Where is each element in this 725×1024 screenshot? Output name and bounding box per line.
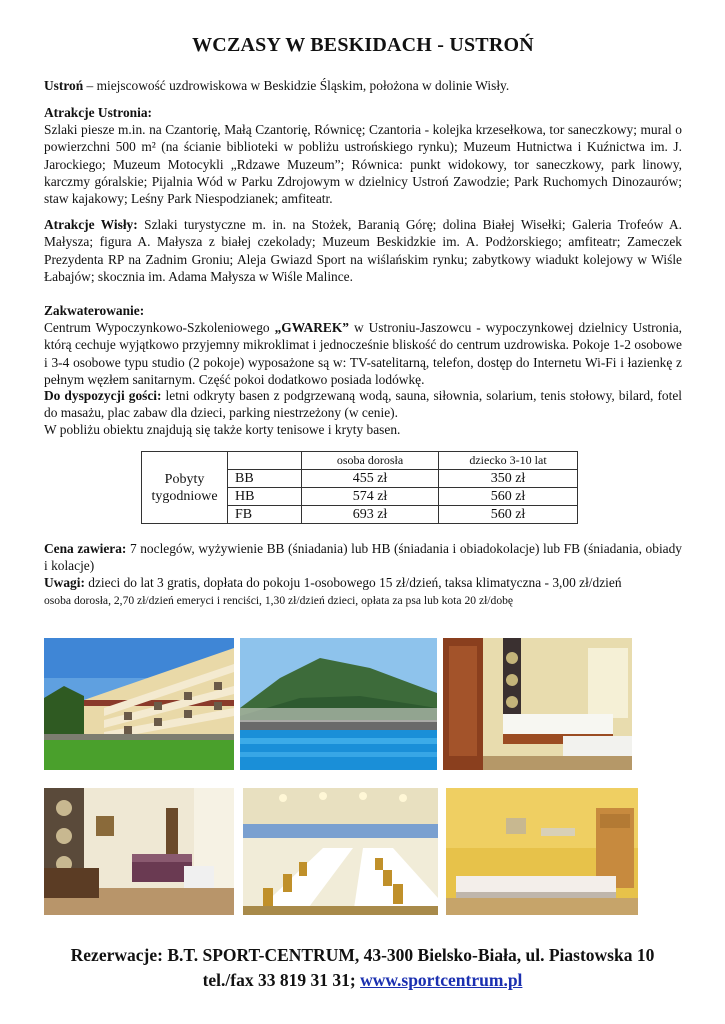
adult-column-header: osoba dorosła bbox=[302, 452, 439, 470]
hotel-exterior-photo bbox=[44, 638, 234, 770]
phone-fax: tel./fax 33 819 31 31; bbox=[202, 970, 361, 990]
wisla-attractions-paragraph bbox=[44, 216, 682, 285]
page-title: WCZASY W BESKIDACH - USTROŃ bbox=[192, 34, 534, 56]
studio-room-photo bbox=[44, 788, 234, 915]
price-includes-text: 7 noclegów, wyżywienie BB (śniadania) lub HB (śniadania i obiadokolacje) lub FB (śniadania, obiady i kolacje) bbox=[44, 541, 682, 574]
adult-price: 455 zł bbox=[302, 470, 439, 488]
price-includes-paragraph bbox=[44, 540, 682, 575]
accommodation-hotel-name: „GWAREK” bbox=[274, 320, 349, 335]
treatment-room-photo bbox=[446, 788, 638, 915]
accommodation-text bbox=[44, 319, 682, 388]
intro-place: Ustroń bbox=[44, 78, 84, 93]
child-column-header: dziecko 3-10 lat bbox=[439, 452, 578, 470]
contact-line bbox=[0, 970, 725, 991]
price-table bbox=[141, 451, 578, 524]
adult-price: 693 zł bbox=[302, 506, 439, 524]
stay-type-label: Pobyty tygodniowe bbox=[142, 452, 228, 524]
notes-heading: Uwagi: bbox=[44, 575, 85, 590]
plan-label: BB bbox=[228, 470, 302, 488]
child-price: 350 zł bbox=[439, 470, 578, 488]
plan-label: FB bbox=[228, 506, 302, 524]
accommodation-line-pre: Centrum Wypoczynkowo-Szkoleniowego bbox=[44, 320, 275, 335]
adult-price: 574 zł bbox=[302, 488, 439, 506]
notes-text-continued: osoba dorosła, 2,70 zł/dzień emeryci i renciści, 1,30 zł/dzień dzieci, opłata za psa lub kota 20 zł/dobę bbox=[44, 594, 514, 607]
pool-mountain-photo bbox=[240, 638, 437, 770]
wisla-attractions-heading: Atrakcje Wisły: bbox=[44, 217, 138, 232]
price-table-header-row bbox=[142, 452, 578, 470]
intro-paragraph bbox=[44, 77, 682, 94]
price-table-corner bbox=[228, 452, 302, 470]
child-price: 560 zł bbox=[439, 488, 578, 506]
price-includes-heading: Cena zawiera: bbox=[44, 541, 127, 556]
plan-label: HB bbox=[228, 488, 302, 506]
twin-bedroom-photo bbox=[443, 638, 632, 770]
reservation-line: Rezerwacje: B.T. SPORT-CENTRUM, 43-300 Bielsko-Biała, ul. Piastowska 10 bbox=[70, 945, 655, 965]
amenities-paragraph bbox=[44, 387, 682, 422]
child-price: 560 zł bbox=[439, 506, 578, 524]
intro-text: – miejscowość uzdrowiskowa w Beskidzie Śląskim, położona w dolinie Wisły. bbox=[83, 78, 510, 93]
website-link[interactable]: www.sportcentrum.pl bbox=[360, 970, 523, 990]
ustron-attractions-heading: Atrakcje Ustronia: bbox=[44, 105, 152, 120]
accommodation-heading: Zakwaterowanie: bbox=[44, 303, 145, 318]
wisla-attractions-text: Szlaki turystyczne m. in. na Stożek, Baranią Górę; dolina Białej Wisełki; Galeria Trofeów A. Małysza; figura A. Małysza z białej czekolady; Muzeum Beskidzkie im. A. Podżorskiego; amfiteatr; Zameczek Prezydenta RP na Zadnim Groniu; Aleja Gwiazd Sport na wiślańskim rynku; zabytkowy wiadukt kolejowy w Wiśle Łabajów; skocznia im. Adama Małysza w Wiśle Malince. bbox=[44, 217, 682, 284]
amenities-text: letni odkryty basen z podgrzewaną wodą, sauna, siłownia, solarium, tenis stołowy, bilard, fotel do masażu, plac zabaw dla dzieci, parking niestrzeżony (w cenie). bbox=[44, 388, 682, 421]
nearby-text: W pobliżu obiektu znajdują się także korty tenisowe i kryty basen. bbox=[44, 422, 401, 437]
notes-paragraph bbox=[44, 574, 682, 591]
accommodation-line-post: w Ustroniu-Jaszowcu - wypoczynkowej dzielnicy Ustronia, którą cechuje wyjątkowo przyjemny mikroklimat i jednocześnie bliskość do centrum uzdrowiska. Pokoje 1-2 osobowe i 3-4 osobowe typu studio (2 pokoje) wyposażone są w: TV-satelitarną, telefon, dostęp do Internetu Wi-Fi i łazienkę z pełnym węzłem sanitarnym. Część pokoi dodatkowo posiada lodówkę. bbox=[44, 320, 682, 387]
ustron-attractions-text: Szlaki piesze m.in. na Czantorię, Małą Czantorię, Równicę; Czantoria - kolejka krzesełkowa, tor saneczkowy; mural o powierzchni 500 m² (na ścianie biblioteki w pobliżu ustrońskiego rynku); Muzeum Hutnictwa i Kuźnictwa im. J. Jarockiego; Muzeum Motocykli „Rdzawe Muzeum”; Równica: punkt widokowy, tor saneczkowy, park linowy, karczmy góralskie; Pijalnia Wód w Parku Zdrojowym w dzielnicy Ustroń Zawodzie; Park Ruchomych Dinozaurów; staw kajakowy; Leśny Park Niespodzianek; amfiteatr. bbox=[44, 122, 682, 207]
dining-hall-photo bbox=[243, 788, 438, 915]
notes-text: dzieci do lat 3 gratis, dopłata do pokoju 1-osobowego 15 zł/dzień, taksa klimatyczna - 3,00 zł/dzień bbox=[84, 575, 622, 590]
amenities-heading: Do dyspozycji gości: bbox=[44, 388, 162, 403]
